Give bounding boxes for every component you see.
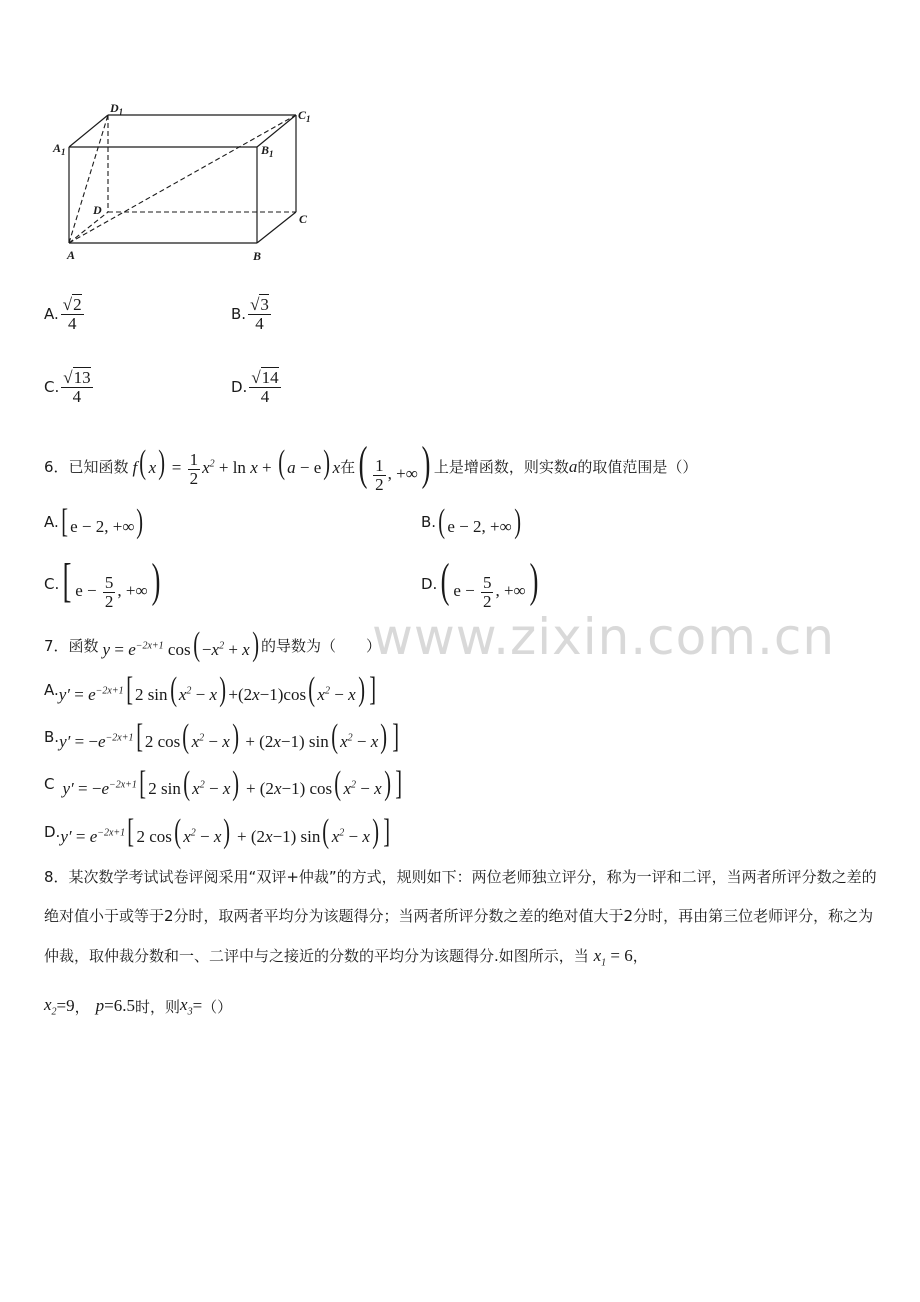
option-label: B.: [44, 728, 60, 746]
fraction: $\frac{√14}{4}$: [251, 368, 279, 406]
formula: $y' = -e^{-2x+1}$[ 2 cos( $x^2 - x) + (2x-1)$ sin( $x^2 - x$) ]: [59, 718, 399, 755]
q6-stem: [44, 437, 698, 494]
text: 的导数为（ ）: [261, 636, 382, 655]
question-number: 7．函数: [44, 636, 99, 655]
fraction: $\frac{√3}{4}$: [250, 295, 269, 333]
label-c1: $C_1$: [298, 108, 311, 124]
cuboid-figure: [40, 95, 340, 270]
q8-stem: 8．某次数学考试试卷评阅采用“双评+仲裁”的方式，规则如下：两位老师独立评分，称为一评和二评，当两者所评分数之差的绝对值小于或等于2分时，取两者平均分为该题得分；当两者所评分数之差的绝对值大于2分时，再由第三位老师评分，称之为仲裁，取仲裁分数和一、二评中与之接近的分数的平均分为该题得分.如图所示，当 $x_1 = 6$，: [44, 868, 877, 969]
text: 时，则: [135, 997, 181, 1016]
formula: ( e − $\frac{5}{2}$ , +∞): [440, 554, 539, 611]
q7-stem: [44, 628, 381, 662]
option-label: C.: [44, 378, 60, 397]
q6-option-d[interactable]: [421, 554, 542, 611]
option-label: A.: [44, 305, 59, 324]
formula: $y' = e^{-2x+1}$[ 2 sin( $x^2 - x) +(2x-1)\cos$( $x^2 - x$) ]: [58, 671, 376, 708]
option-label: B.: [421, 513, 437, 531]
q7-option-b[interactable]: [44, 720, 401, 754]
formula: $y' = e^{-2x+1}$[ 2 cos( $x^2 - x) + (2x-1)$ sin( $x^2 - x$) ]: [60, 813, 391, 850]
p-value: 6.5: [113, 996, 135, 1016]
formula: ( e − 2, +∞): [438, 503, 521, 540]
option-label: A.: [44, 681, 59, 699]
option-label: A.: [44, 513, 59, 531]
option-label: B.: [231, 305, 247, 324]
x2-value: 9: [66, 996, 75, 1016]
formula: $y' = -e^{-2x+1}$[ 2 sin( $x^2 - x) + (2x-1)$ cos( $x^2 - x$) ]: [62, 765, 403, 802]
question-number: 6．已知函数: [44, 458, 129, 477]
q7-option-a[interactable]: [44, 673, 378, 707]
option-label: C.: [44, 574, 60, 593]
label-b: B: [253, 249, 262, 263]
q6-option-c[interactable]: [44, 554, 164, 611]
fraction: $\frac{√2}{4}$: [62, 295, 82, 333]
label-d: D: [93, 203, 102, 217]
text: 在: [340, 458, 356, 477]
text: 的取值范围是（）: [577, 458, 698, 477]
q7-option-d[interactable]: [44, 815, 393, 849]
watermark: www.zixin.com.cn: [372, 608, 836, 666]
q8-conditions: $x_2$ = 9 ， p = 6.5 时，则 $x_3$ = （）: [44, 995, 233, 1018]
label-b1: $B_1$: [261, 143, 274, 159]
question-text: 8．某次数学考试试卷评阅采用“双评+仲裁”的方式，规则如下：两位老师独立评分，称为一评和二评，当两者所评分数之差的绝对值小于或等于2分时，取两者平均分为该题得分；当两者所评分数之差的绝对值大于2分时，再由第三位老师评分，称之为仲裁，取仲裁分数和一、二评中与之接近的分数的平均分为该题得分.如图所示，当: [44, 868, 877, 965]
q5-option-a[interactable]: [44, 296, 86, 333]
label-a1: $A_1$: [53, 141, 66, 157]
q6-option-a[interactable]: [44, 505, 146, 539]
option-label: D.: [231, 378, 248, 397]
option-label: D.: [44, 823, 61, 841]
q6-option-b[interactable]: [421, 505, 523, 539]
fraction: $\frac{√13}{4}$: [63, 368, 91, 406]
label-c: C: [299, 212, 308, 226]
q5-option-d[interactable]: [231, 369, 283, 406]
q7-option-c[interactable]: [44, 767, 404, 801]
formula: $y = e^{-2x+1}$ $\cos( -x^2 + x)$: [102, 626, 259, 663]
formula: [ e − 2, +∞): [61, 503, 144, 540]
q5-option-b[interactable]: [231, 296, 273, 333]
q5-option-c[interactable]: [44, 369, 95, 406]
interval: ( $\frac{1}{2}$ , +∞): [358, 437, 431, 494]
text: 上是增函数，则实数: [433, 458, 569, 477]
variable-a: a: [568, 456, 578, 476]
option-label: C: [44, 775, 55, 793]
label-a: A: [67, 248, 76, 262]
x1-value: 6: [624, 946, 633, 965]
text: （）: [202, 997, 233, 1016]
formula: [ e − $\frac{5}{2}$ , +∞): [62, 554, 160, 611]
formula: f( x) = $\frac{1}{2}$ $x^2 + \ln x$ + ( a − e) x: [132, 444, 341, 488]
label-d1: $D_1$: [110, 101, 124, 117]
option-label: D.: [421, 574, 438, 593]
